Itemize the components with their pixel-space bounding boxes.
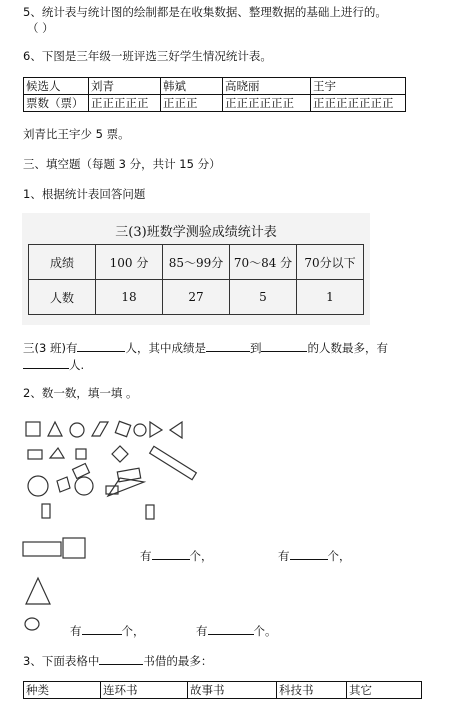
table-cell: 故事书 [188, 682, 277, 699]
rectangle-pair-figure [22, 537, 92, 561]
circle-shape [75, 477, 93, 495]
sentence-part: 到 [249, 341, 262, 355]
table-cell: 票数（票） [24, 95, 89, 112]
triangle-shape [170, 422, 182, 438]
table-cell: 70分以下 [297, 245, 364, 280]
sentence-part: 人，其中成绩是 [125, 341, 206, 355]
label-you: 有 [70, 624, 82, 638]
label-you: 有 [196, 624, 208, 638]
sentence-part: 3、下面表格中 [23, 654, 100, 668]
table-cell: 正正正正正正 [223, 95, 311, 112]
fill1-sentence [23, 339, 388, 356]
circle-shape [28, 476, 48, 496]
square-shape [76, 449, 86, 459]
answer-blank[interactable] [206, 339, 250, 352]
rectangle-shape [146, 505, 154, 519]
fill1-sentence-end [23, 356, 84, 373]
sentence-part: 书借的最多： [143, 654, 213, 668]
table-row [24, 682, 422, 699]
circle-icon [24, 617, 42, 631]
table-cell: 候选人 [24, 78, 89, 95]
score-stat-table-image [22, 213, 370, 325]
count-square [278, 547, 351, 564]
table-row [24, 95, 406, 112]
table-cell: 18 [96, 280, 163, 315]
label-you: 有 [278, 549, 290, 563]
bar-rectangle-shape [150, 446, 197, 479]
fill2-text: 2、数一数，填一填 。 [23, 386, 138, 400]
table-cell: 其它 [347, 682, 422, 699]
rectangle-shape [28, 450, 42, 459]
table-cell: 正正正正正 [89, 95, 161, 112]
count-circle [196, 622, 277, 639]
rectangle-shape [73, 464, 90, 479]
table-cell: 成绩 [29, 245, 96, 280]
table-cell: 刘青 [89, 78, 161, 95]
q6-table [23, 77, 406, 112]
table-cell: 100 分 [96, 245, 163, 280]
answer-blank[interactable] [290, 547, 328, 560]
answer-blank[interactable] [261, 339, 307, 352]
count-rectangle [140, 547, 213, 564]
q5-answer-paren: （ ） [27, 21, 54, 35]
table-cell: 85～99分 [163, 245, 230, 280]
table-cell: 韩斌 [161, 78, 223, 95]
table-cell: 科技书 [277, 682, 347, 699]
triangle-shape [150, 422, 162, 437]
sentence-part: 的人数最多，有 [307, 341, 388, 355]
table-cell: 种类 [24, 682, 101, 699]
sentence-part: 三(3 班)有 [23, 341, 78, 355]
square-icon [63, 538, 85, 558]
q6-statement: 刘青比王宇少 5 票。 [23, 127, 130, 141]
table-cell: 正正正正正正正 [311, 95, 406, 112]
table-cell: 70～84 分 [230, 245, 297, 280]
answer-blank[interactable] [77, 339, 125, 352]
triangle-icon [24, 576, 54, 606]
answer-blank[interactable] [152, 547, 190, 560]
quadrilateral-shape [57, 477, 70, 492]
square-shape [26, 422, 40, 436]
table-cell: 王宇 [311, 78, 406, 95]
score-stat-table [28, 244, 364, 315]
table-cell: 5 [230, 280, 297, 315]
answer-blank[interactable] [208, 622, 254, 635]
table-cell: 连环书 [101, 682, 188, 699]
label-ge: 个， [121, 624, 145, 638]
label-you: 有 [140, 549, 152, 563]
sentence-part: 人. [69, 358, 85, 372]
answer-blank[interactable] [99, 652, 143, 665]
rectangle-icon [23, 542, 61, 556]
table-cell: 27 [163, 280, 230, 315]
fill3-text [23, 652, 212, 669]
table-cell: 1 [297, 280, 364, 315]
rectangle-shape [42, 504, 50, 518]
label-ge: 个， [327, 549, 351, 563]
triangle-shape [50, 448, 64, 458]
book-table [23, 681, 422, 699]
diamond-shape [112, 446, 128, 462]
answer-blank[interactable] [23, 356, 69, 369]
table-row [24, 78, 406, 95]
square-shape [115, 421, 130, 436]
table-cell: 正正正 [161, 95, 223, 112]
table-cell: 人数 [29, 280, 96, 315]
stat-table-title: 三(3)班数学测验成绩统计表 [115, 225, 277, 240]
section-title: 三、填空题（每题 3 分，共计 15 分） [23, 157, 221, 171]
answer-blank[interactable] [82, 622, 122, 635]
count-triangle [70, 622, 145, 639]
q6-text: 6、下图是三年级一班评选三好学生情况统计表。 [23, 49, 272, 63]
table-row [29, 245, 364, 280]
table-cell: 高晓丽 [223, 78, 311, 95]
triangle-shape [48, 422, 62, 436]
circle-shape [134, 424, 146, 436]
fill1-text: 1、根据统计表回答问题 [23, 187, 146, 201]
parallelogram-shape [92, 422, 108, 436]
label-ge: 个， [189, 549, 213, 563]
label-ge-end: 个。 [253, 624, 277, 638]
circle-shape [70, 423, 84, 437]
q5-text: 5、统计表与统计图的绘制都是在收集数据、整理数据的基础上进行的。 [23, 5, 387, 19]
shapes-figure [20, 414, 220, 524]
table-row [29, 280, 364, 315]
